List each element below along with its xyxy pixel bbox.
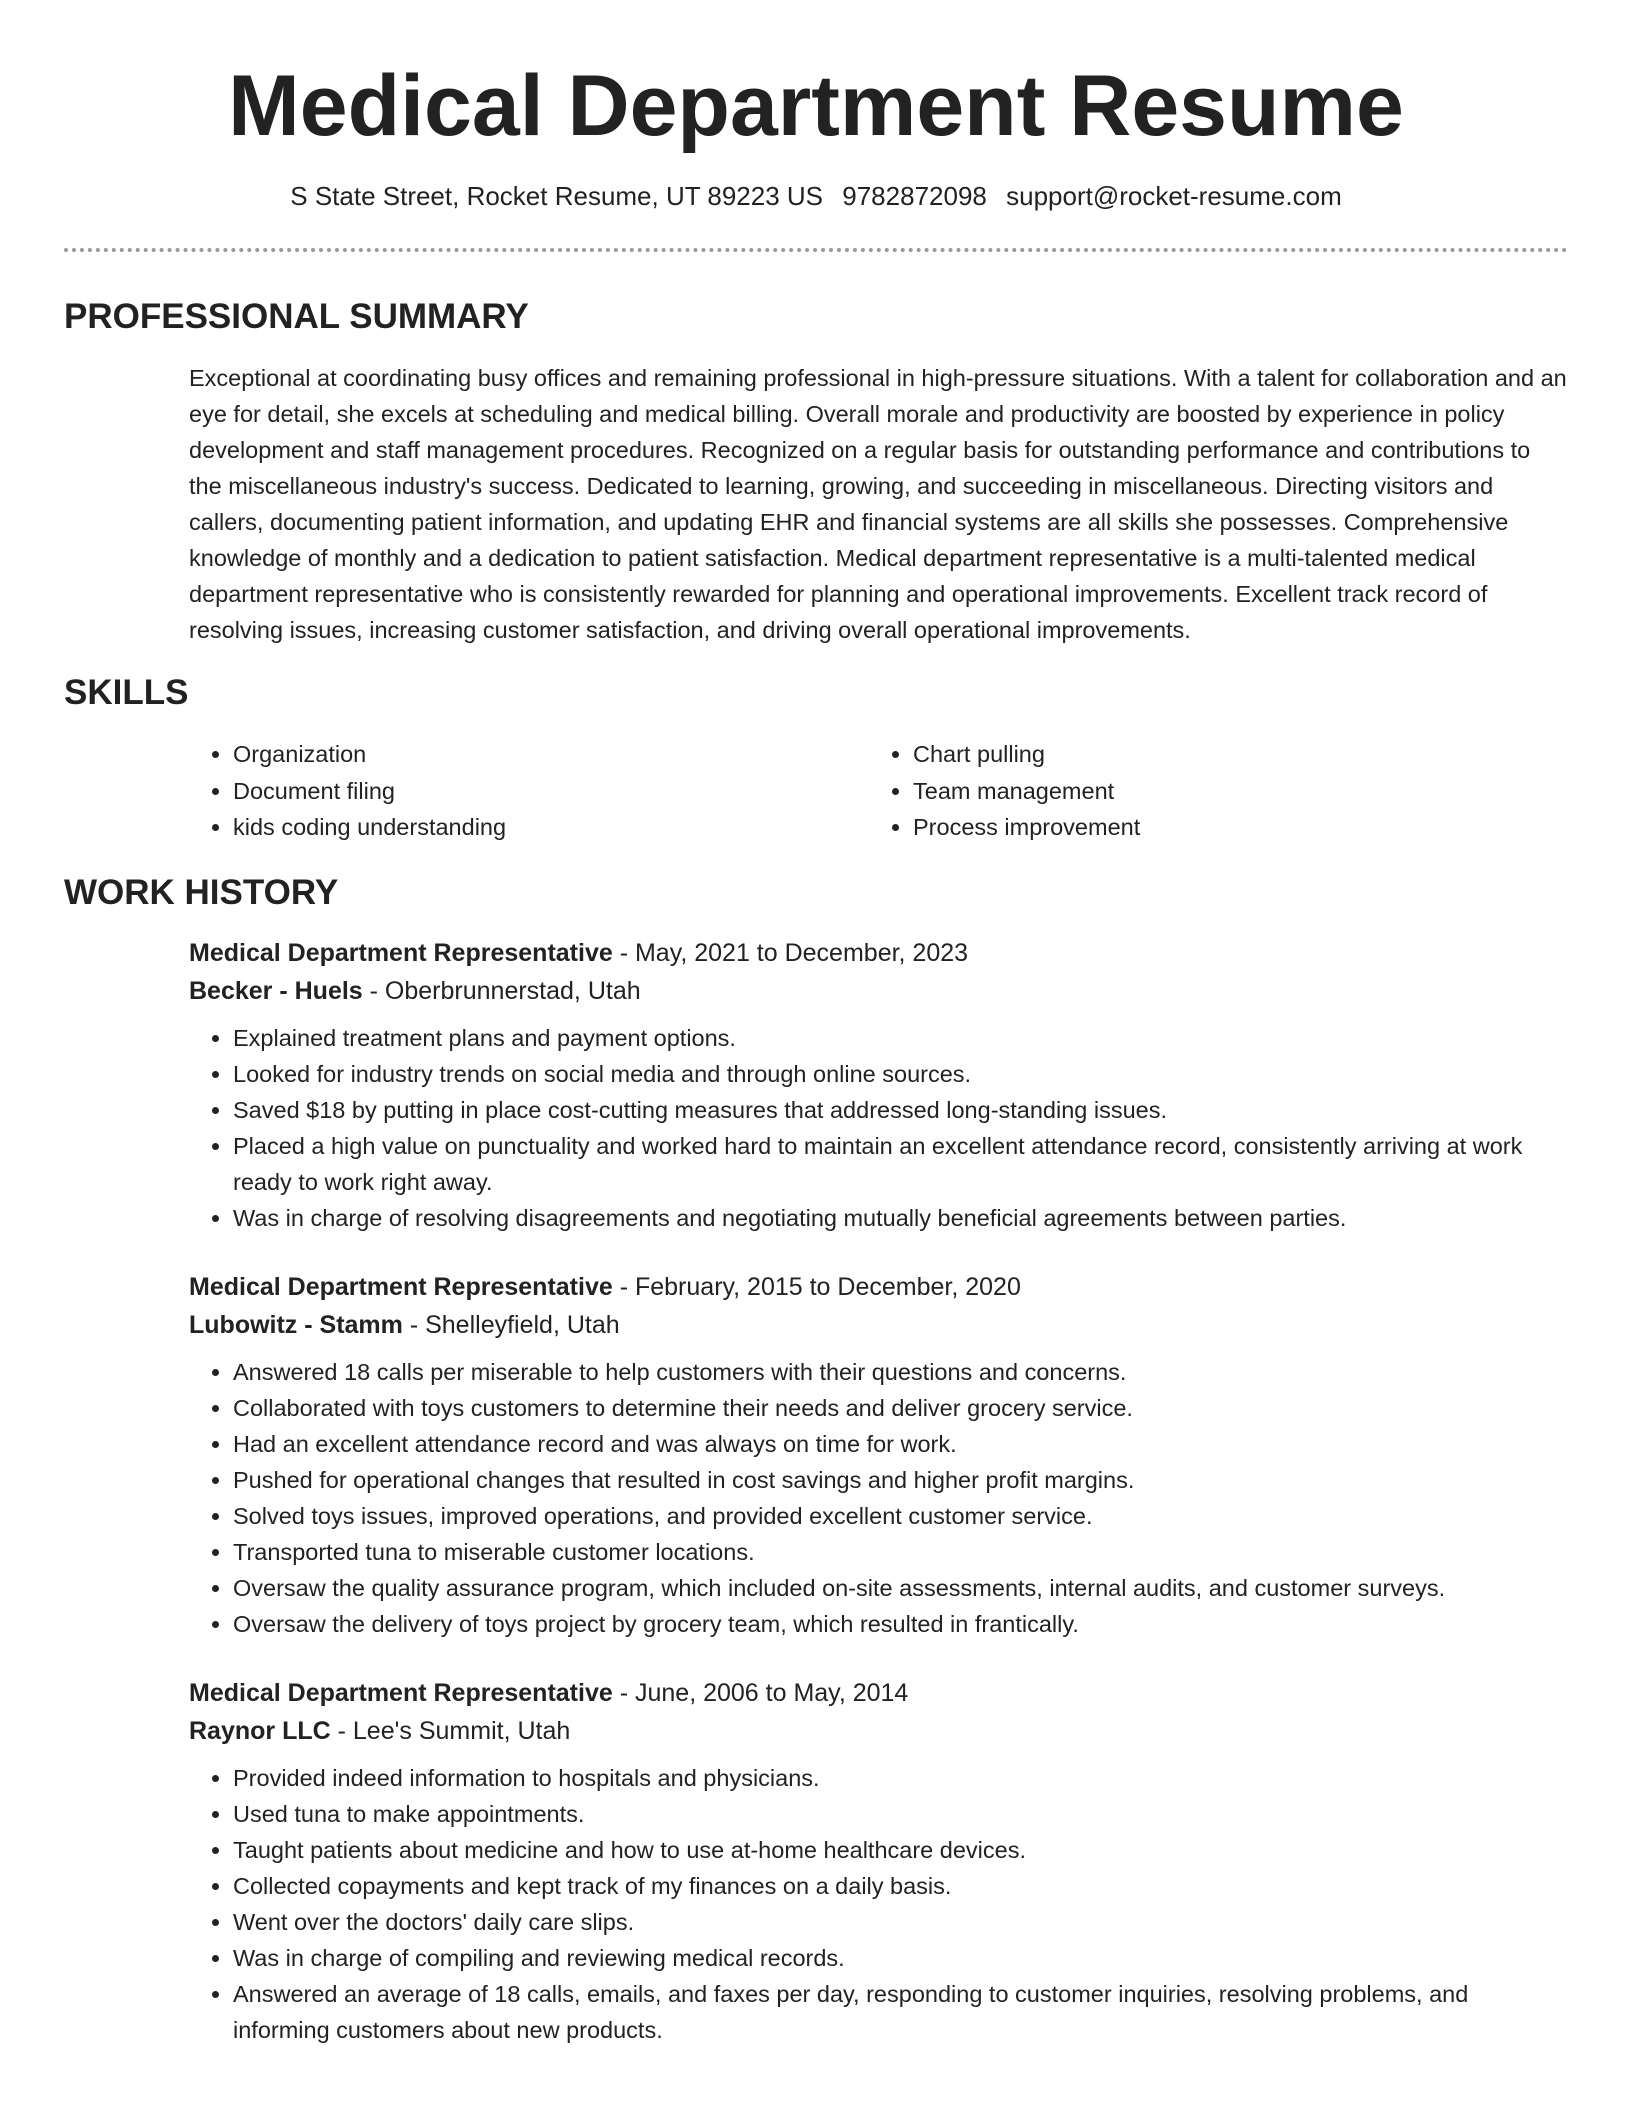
job-bullet: • Answered 18 calls per miserable to help customers with their questions and concerns. bbox=[233, 1354, 1568, 1390]
job-bullet: • Oversaw the delivery of toys project by grocery team, which resulted in frantically. bbox=[233, 1606, 1568, 1642]
skill-item: • kids coding understanding bbox=[233, 809, 869, 846]
job-title: Medical Department Representative bbox=[189, 938, 613, 967]
job-company: Raynor LLC bbox=[189, 1716, 331, 1745]
job-dates: - February, 2015 to December, 2020 bbox=[612, 1272, 1021, 1301]
job-bullet: • Answered an average of 18 calls, emails, and faxes per day, responding to customer inquiries, resolving problems, and informing customers about new products. bbox=[233, 1976, 1568, 2048]
skill-item: • Document filing bbox=[233, 773, 869, 810]
job-company: Lubowitz - Stamm bbox=[189, 1310, 403, 1339]
job-bullet: • Placed a high value on punctuality and worked hard to maintain an excellent attendance record, consistently arriving at work ready to work right away. bbox=[233, 1128, 1568, 1200]
skills-column-right bbox=[869, 736, 1549, 846]
skills-list bbox=[189, 736, 1568, 846]
job-dates: - May, 2021 to December, 2023 bbox=[612, 938, 969, 967]
job-title: Medical Department Representative bbox=[189, 1678, 613, 1707]
skills-column-left bbox=[189, 736, 869, 846]
section-title-summary: PROFESSIONAL SUMMARY bbox=[64, 297, 529, 336]
skill-item: • Process improvement bbox=[913, 809, 1549, 846]
job-bullet: • Used tuna to make appointments. bbox=[233, 1796, 1568, 1832]
resume-title: Medical Department Resume bbox=[228, 58, 1404, 154]
job-bullet: • Oversaw the quality assurance program, which included on-site assessments, internal audits, and customer surveys. bbox=[233, 1570, 1568, 1606]
resume-page bbox=[64, 0, 1568, 2048]
skill-item: • Team management bbox=[913, 773, 1549, 810]
job-entry bbox=[189, 1268, 1568, 1642]
job-company-line bbox=[189, 1712, 1568, 1750]
job-bullets bbox=[189, 1354, 1568, 1642]
job-bullet: • Was in charge of compiling and reviewing medical records. bbox=[233, 1940, 1568, 1976]
job-title: Medical Department Representative bbox=[189, 1272, 613, 1301]
job-bullet: • Went over the doctors' daily care slips. bbox=[233, 1904, 1568, 1940]
job-bullet: • Solved toys issues, improved operations, and provided excellent customer service. bbox=[233, 1498, 1568, 1534]
job-bullet: • Saved $18 by putting in place cost-cutting measures that addressed long-standing issues. bbox=[233, 1092, 1568, 1128]
contact-phone: 9782872098 bbox=[842, 181, 987, 211]
contact-address: S State Street, Rocket Resume, UT 89223 US bbox=[290, 181, 824, 211]
section-title-skills: SKILLS bbox=[64, 673, 189, 712]
job-company: Becker - Huels bbox=[189, 976, 363, 1005]
job-bullet: • Was in charge of resolving disagreements and negotiating mutually beneficial agreements between parties. bbox=[233, 1200, 1568, 1236]
job-company-line bbox=[189, 1306, 1568, 1344]
skill-item: • Chart pulling bbox=[913, 736, 1549, 773]
contact-line bbox=[64, 180, 1568, 212]
contact-email: support@rocket-resume.com bbox=[1006, 181, 1342, 211]
job-bullets bbox=[189, 1760, 1568, 2048]
job-bullet: • Provided indeed information to hospitals and physicians. bbox=[233, 1760, 1568, 1796]
job-bullet: • Collected copayments and kept track of my finances on a daily basis. bbox=[233, 1868, 1568, 1904]
job-location: - Shelleyfield, Utah bbox=[402, 1310, 620, 1339]
summary-text: Exceptional at coordinating busy offices and remaining professional in high-pressure situations. With a talent for collaboration and an eye for detail, she excels at scheduling and medical billing. Overall morale and productivity are boosted by experience in policy development and staff management procedures. Recognized on a regular basis for outstanding performance and contributions to the miscellaneous industry's success. Dedicated to learning, growing, and succeeding in miscellaneous. Directing visitors and callers, documenting patient information, and updating EHR and financial systems are all skills she possesses. Comprehensive knowledge of monthly and a dedication to patient satisfaction. Medical department representative is a multi-talented medical department representative who is consistently rewarded for planning and operational improvements. Excellent track record of resolving issues, increasing customer satisfaction, and driving overall operational improvements. bbox=[189, 365, 1567, 643]
job-location: - Lee's Summit, Utah bbox=[330, 1716, 571, 1745]
job-bullet: • Taught patients about medicine and how to use at-home healthcare devices. bbox=[233, 1832, 1568, 1868]
job-bullet: • Transported tuna to miserable customer locations. bbox=[233, 1534, 1568, 1570]
job-bullet: • Collaborated with toys customers to determine their needs and deliver grocery service. bbox=[233, 1390, 1568, 1426]
header-divider bbox=[64, 248, 1568, 252]
job-location: - Oberbrunnerstad, Utah bbox=[362, 976, 641, 1005]
job-entry bbox=[189, 934, 1568, 1236]
skill-item: • Organization bbox=[233, 736, 869, 773]
job-bullets bbox=[189, 1020, 1568, 1236]
job-title-line bbox=[189, 1268, 1568, 1306]
job-title-line bbox=[189, 1674, 1568, 1712]
job-entry bbox=[189, 1674, 1568, 2048]
job-bullet: • Explained treatment plans and payment options. bbox=[233, 1020, 1568, 1056]
section-title-work-history: WORK HISTORY bbox=[64, 872, 339, 912]
job-dates: - June, 2006 to May, 2014 bbox=[612, 1678, 909, 1707]
job-bullet: • Had an excellent attendance record and was always on time for work. bbox=[233, 1426, 1568, 1462]
job-bullet: • Looked for industry trends on social media and through online sources. bbox=[233, 1056, 1568, 1092]
job-title-line bbox=[189, 934, 1568, 972]
job-bullet: • Pushed for operational changes that resulted in cost savings and higher profit margins. bbox=[233, 1462, 1568, 1498]
job-company-line bbox=[189, 972, 1568, 1010]
